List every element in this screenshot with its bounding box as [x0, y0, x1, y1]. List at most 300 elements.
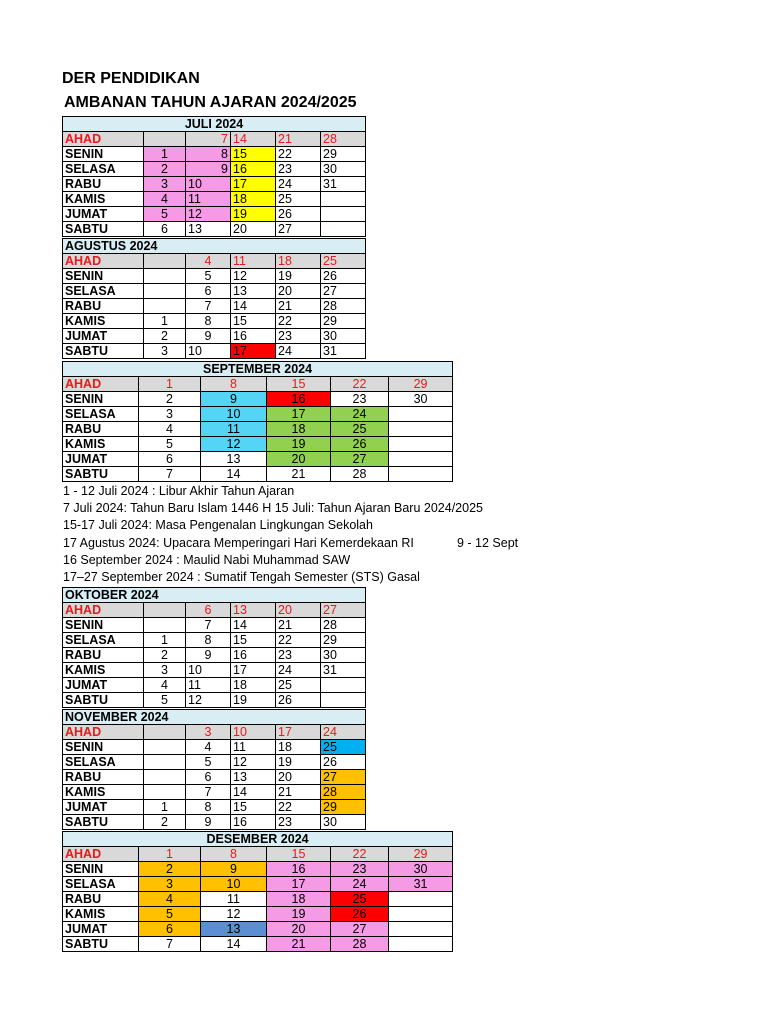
date-cell: 13 [186, 222, 231, 237]
date-cell: 15 [231, 314, 276, 329]
day-name: SENIN [63, 618, 144, 633]
date-cell: 2 [144, 162, 186, 177]
date-cell [389, 437, 453, 452]
date-cell: 9 [186, 648, 231, 663]
date-cell: 17 [231, 344, 276, 359]
date-cell: 15 [267, 847, 331, 862]
date-cell: 19 [231, 693, 276, 708]
date-cell: 29 [321, 314, 366, 329]
date-cell: 14 [201, 937, 267, 952]
date-cell: 24 [276, 663, 321, 678]
date-cell: 26 [276, 207, 321, 222]
table-row [63, 177, 366, 192]
date-cell: 2 [144, 648, 186, 663]
date-cell: 21 [267, 467, 331, 482]
date-cell: 9 [186, 815, 231, 830]
table-row [63, 392, 453, 407]
day-name: SELASA [63, 633, 144, 648]
date-cell: 18 [231, 678, 276, 693]
month-title: NOVEMBER 2024 [63, 710, 366, 725]
month-title: AGUSTUS 2024 [63, 239, 366, 254]
day-name: AHAD [63, 725, 144, 740]
date-cell: 27 [321, 603, 366, 618]
table-row [63, 877, 453, 892]
date-cell [144, 284, 186, 299]
table-row [63, 329, 366, 344]
calendar-juli [62, 116, 366, 237]
date-cell: 16 [267, 862, 331, 877]
date-cell: 11 [186, 192, 231, 207]
date-cell: 14 [231, 299, 276, 314]
date-cell: 3 [144, 344, 186, 359]
date-cell [144, 254, 186, 269]
date-cell: 4 [144, 678, 186, 693]
table-row [63, 937, 453, 952]
day-name: SENIN [63, 147, 144, 162]
date-cell: 8 [201, 847, 267, 862]
date-cell [389, 907, 453, 922]
date-cell: 27 [331, 922, 389, 937]
date-cell: 7 [186, 132, 231, 147]
day-name: SABTU [63, 815, 144, 830]
date-cell: 20 [276, 770, 321, 785]
date-cell: 5 [144, 693, 186, 708]
date-cell: 13 [231, 603, 276, 618]
table-row [63, 800, 366, 815]
date-cell: 12 [201, 437, 267, 452]
date-cell: 17 [231, 663, 276, 678]
date-cell: 18 [231, 192, 276, 207]
date-cell: 28 [321, 132, 366, 147]
date-cell: 7 [186, 618, 231, 633]
day-name: KAMIS [63, 907, 139, 922]
date-cell: 11 [201, 422, 267, 437]
date-cell: 3 [139, 877, 201, 892]
date-cell: 14 [231, 132, 276, 147]
date-cell [389, 937, 453, 952]
date-cell: 24 [321, 725, 366, 740]
date-cell: 23 [276, 815, 321, 830]
date-cell: 19 [276, 269, 321, 284]
date-cell: 20 [276, 603, 321, 618]
table-row [63, 222, 366, 237]
table-row [63, 755, 366, 770]
day-name: RABU [63, 177, 144, 192]
date-cell [144, 755, 186, 770]
date-cell: 16 [231, 162, 276, 177]
date-cell: 29 [321, 633, 366, 648]
table-row [63, 192, 366, 207]
table-row [63, 299, 366, 314]
date-cell: 6 [144, 222, 186, 237]
day-name: AHAD [63, 254, 144, 269]
date-cell: 31 [321, 177, 366, 192]
date-cell: 1 [144, 633, 186, 648]
date-cell: 2 [144, 329, 186, 344]
date-cell: 24 [276, 177, 321, 192]
date-cell: 23 [276, 162, 321, 177]
month-title: OKTOBER 2024 [63, 588, 366, 603]
calendar-desember [62, 831, 453, 952]
table-row [63, 678, 366, 693]
date-cell: 1 [144, 800, 186, 815]
date-cell: 12 [186, 207, 231, 222]
table-row [63, 770, 366, 785]
date-cell: 21 [276, 132, 321, 147]
table-row [63, 618, 366, 633]
date-cell [144, 269, 186, 284]
day-name: SABTU [63, 222, 144, 237]
date-cell: 22 [276, 147, 321, 162]
date-cell: 4 [144, 192, 186, 207]
date-cell: 8 [186, 633, 231, 648]
date-cell: 29 [389, 377, 453, 392]
day-name: SABTU [63, 467, 139, 482]
date-cell: 31 [321, 663, 366, 678]
date-cell [321, 222, 366, 237]
date-cell: 4 [186, 254, 231, 269]
date-cell: 12 [186, 693, 231, 708]
date-cell: 28 [331, 937, 389, 952]
date-cell: 14 [231, 785, 276, 800]
day-name: SELASA [63, 284, 144, 299]
date-cell: 4 [186, 740, 231, 755]
date-cell: 22 [276, 800, 321, 815]
date-cell: 7 [139, 467, 201, 482]
date-cell: 27 [331, 452, 389, 467]
date-cell: 10 [186, 344, 231, 359]
date-cell: 25 [331, 422, 389, 437]
date-cell [144, 740, 186, 755]
date-cell [144, 770, 186, 785]
table-row [63, 467, 453, 482]
note-line: 15-17 Juli 2024: Masa Pengenalan Lingkungan Sekolah [63, 518, 373, 532]
date-cell [144, 603, 186, 618]
date-cell [389, 422, 453, 437]
date-cell: 8 [201, 377, 267, 392]
table-row [63, 648, 366, 663]
day-name: RABU [63, 648, 144, 663]
date-cell: 11 [231, 254, 276, 269]
date-cell [321, 192, 366, 207]
date-cell: 26 [276, 693, 321, 708]
table-row [63, 740, 366, 755]
date-cell: 6 [186, 603, 231, 618]
date-cell: 18 [267, 422, 331, 437]
date-cell: 7 [186, 299, 231, 314]
date-cell: 10 [186, 177, 231, 192]
day-name: SELASA [63, 755, 144, 770]
date-cell [321, 678, 366, 693]
date-cell: 19 [231, 207, 276, 222]
calendar-september [62, 361, 453, 482]
date-cell [144, 725, 186, 740]
date-cell: 19 [276, 755, 321, 770]
date-cell: 12 [231, 269, 276, 284]
table-row [63, 377, 453, 392]
day-name: RABU [63, 770, 144, 785]
table-row [63, 344, 366, 359]
date-cell: 20 [276, 284, 321, 299]
day-name: JUMAT [63, 800, 144, 815]
date-cell: 15 [231, 633, 276, 648]
date-cell: 28 [331, 467, 389, 482]
date-cell: 5 [186, 269, 231, 284]
date-cell: 25 [276, 678, 321, 693]
date-cell: 19 [267, 437, 331, 452]
table-row [63, 663, 366, 678]
date-cell: 11 [186, 678, 231, 693]
date-cell: 12 [231, 755, 276, 770]
date-cell: 13 [201, 922, 267, 937]
date-cell: 5 [186, 755, 231, 770]
date-cell: 21 [276, 299, 321, 314]
table-row [63, 147, 366, 162]
date-cell: 11 [201, 892, 267, 907]
table-row [63, 847, 453, 862]
date-cell: 16 [231, 815, 276, 830]
day-name: SELASA [63, 407, 139, 422]
date-cell: 27 [321, 770, 366, 785]
day-name: SENIN [63, 740, 144, 755]
date-cell: 3 [144, 177, 186, 192]
day-name: AHAD [63, 847, 139, 862]
note-line: 17 Agustus 2024: Upacara Memperingari Hari Kemerdekaan RI [63, 536, 414, 550]
date-cell: 7 [186, 785, 231, 800]
date-cell: 2 [139, 392, 201, 407]
table-row [63, 892, 453, 907]
table-row [63, 815, 366, 830]
day-name: RABU [63, 299, 144, 314]
note-line: 7 Juli 2024: Tahun Baru Islam 1446 H 15 Juli: Tahun Ajaran Baru 2024/2025 [63, 501, 483, 515]
date-cell: 23 [276, 329, 321, 344]
date-cell: 22 [276, 633, 321, 648]
date-cell: 5 [139, 907, 201, 922]
date-cell: 5 [139, 437, 201, 452]
date-cell [321, 207, 366, 222]
date-cell: 6 [186, 284, 231, 299]
table-row [63, 907, 453, 922]
date-cell [144, 618, 186, 633]
day-name: JUMAT [63, 452, 139, 467]
table-row [63, 922, 453, 937]
note-line: 16 September 2024 : Maulid Nabi Muhammad SAW [63, 553, 351, 567]
date-cell: 26 [321, 269, 366, 284]
date-cell: 1 [139, 847, 201, 862]
date-cell: 28 [321, 299, 366, 314]
date-cell: 3 [144, 663, 186, 678]
side-note: 9 - 12 Sept [457, 536, 519, 550]
date-cell: 1 [144, 314, 186, 329]
date-cell: 31 [389, 877, 453, 892]
date-cell: 4 [139, 422, 201, 437]
date-cell [144, 785, 186, 800]
date-cell [389, 452, 453, 467]
date-cell: 6 [186, 770, 231, 785]
date-cell: 13 [231, 284, 276, 299]
date-cell: 25 [321, 254, 366, 269]
date-cell: 26 [331, 437, 389, 452]
day-name: JUMAT [63, 922, 139, 937]
table-row [63, 633, 366, 648]
date-cell: 28 [321, 618, 366, 633]
date-cell: 18 [276, 254, 321, 269]
date-cell: 9 [186, 329, 231, 344]
date-cell: 20 [267, 452, 331, 467]
table-row [63, 254, 366, 269]
date-cell: 8 [186, 800, 231, 815]
date-cell: 2 [139, 862, 201, 877]
date-cell: 11 [231, 740, 276, 755]
table-row [63, 407, 453, 422]
date-cell: 30 [389, 392, 453, 407]
date-cell: 21 [276, 618, 321, 633]
date-cell: 30 [321, 815, 366, 830]
date-cell: 30 [389, 862, 453, 877]
date-cell: 25 [321, 740, 366, 755]
date-cell: 22 [276, 314, 321, 329]
date-cell: 10 [201, 877, 267, 892]
table-row [63, 269, 366, 284]
day-name: JUMAT [63, 678, 144, 693]
date-cell: 4 [139, 892, 201, 907]
date-cell: 18 [267, 892, 331, 907]
day-name: SENIN [63, 862, 139, 877]
date-cell: 25 [331, 892, 389, 907]
date-cell [389, 407, 453, 422]
table-row [63, 422, 453, 437]
date-cell: 2 [144, 815, 186, 830]
date-cell: 13 [201, 452, 267, 467]
day-name: SELASA [63, 162, 144, 177]
date-cell: 30 [321, 329, 366, 344]
date-cell [321, 693, 366, 708]
table-row [63, 862, 453, 877]
date-cell: 17 [267, 877, 331, 892]
date-cell: 23 [276, 648, 321, 663]
date-cell: 29 [321, 800, 366, 815]
date-cell: 13 [231, 770, 276, 785]
date-cell: 17 [267, 407, 331, 422]
month-title: DESEMBER 2024 [63, 832, 453, 847]
date-cell: 30 [321, 162, 366, 177]
calendar-oktober [62, 587, 366, 708]
date-cell: 16 [267, 392, 331, 407]
table-row [63, 603, 366, 618]
date-cell [389, 922, 453, 937]
day-name: JUMAT [63, 207, 144, 222]
date-cell: 25 [276, 192, 321, 207]
day-name: SENIN [63, 392, 139, 407]
date-cell: 3 [186, 725, 231, 740]
date-cell: 19 [267, 907, 331, 922]
day-name: SENIN [63, 269, 144, 284]
day-name: KAMIS [63, 314, 144, 329]
day-name: JUMAT [63, 329, 144, 344]
date-cell: 10 [186, 663, 231, 678]
table-row [63, 785, 366, 800]
date-cell: 17 [231, 177, 276, 192]
date-cell: 24 [331, 877, 389, 892]
date-cell: 8 [186, 314, 231, 329]
date-cell: 27 [276, 222, 321, 237]
day-name: AHAD [63, 132, 144, 147]
date-cell: 24 [276, 344, 321, 359]
month-title: JULI 2024 [63, 117, 366, 132]
date-cell: 10 [231, 725, 276, 740]
day-name: RABU [63, 422, 139, 437]
table-row [63, 132, 366, 147]
date-cell: 9 [186, 162, 231, 177]
date-cell: 18 [276, 740, 321, 755]
table-row [63, 437, 453, 452]
date-cell: 22 [331, 377, 389, 392]
date-cell [389, 892, 453, 907]
date-cell: 31 [321, 344, 366, 359]
date-cell [144, 132, 186, 147]
date-cell: 22 [331, 847, 389, 862]
date-cell: 16 [231, 329, 276, 344]
table-row [63, 314, 366, 329]
page-title: DER PENDIDIKAN [62, 70, 200, 87]
date-cell: 8 [186, 147, 231, 162]
date-cell: 16 [231, 648, 276, 663]
date-cell: 27 [321, 284, 366, 299]
date-cell: 29 [389, 847, 453, 862]
date-cell: 1 [144, 147, 186, 162]
note-line: 17–27 September 2024 : Sumatif Tengah Semester (STS) Gasal [63, 570, 420, 584]
date-cell: 29 [321, 147, 366, 162]
date-cell: 1 [139, 377, 201, 392]
note-line: 1 - 12 Juli 2024 : Libur Akhir Tahun Ajaran [63, 484, 295, 498]
day-name: SELASA [63, 877, 139, 892]
date-cell: 26 [321, 755, 366, 770]
date-cell: 5 [144, 207, 186, 222]
date-cell: 17 [276, 725, 321, 740]
date-cell: 14 [201, 467, 267, 482]
day-name: KAMIS [63, 437, 139, 452]
table-row [63, 162, 366, 177]
day-name: RABU [63, 892, 139, 907]
page-subtitle: AMBANAN TAHUN AJARAN 2024/2025 [64, 94, 357, 111]
date-cell [389, 467, 453, 482]
date-cell: 9 [201, 392, 267, 407]
date-cell: 21 [267, 937, 331, 952]
date-cell: 26 [331, 907, 389, 922]
table-row [63, 725, 366, 740]
month-title: SEPTEMBER 2024 [63, 362, 453, 377]
date-cell: 30 [321, 648, 366, 663]
date-cell: 15 [267, 377, 331, 392]
date-cell: 7 [139, 937, 201, 952]
table-row [63, 284, 366, 299]
date-cell: 23 [331, 862, 389, 877]
day-name: SABTU [63, 344, 144, 359]
day-name: KAMIS [63, 192, 144, 207]
calendar-agustus [62, 238, 366, 359]
table-row [63, 693, 366, 708]
date-cell: 20 [267, 922, 331, 937]
date-cell: 15 [231, 147, 276, 162]
date-cell: 9 [201, 862, 267, 877]
table-row [63, 452, 453, 467]
day-name: AHAD [63, 603, 144, 618]
date-cell: 21 [276, 785, 321, 800]
date-cell: 3 [139, 407, 201, 422]
day-name: SABTU [63, 937, 139, 952]
date-cell: 24 [331, 407, 389, 422]
date-cell: 6 [139, 452, 201, 467]
